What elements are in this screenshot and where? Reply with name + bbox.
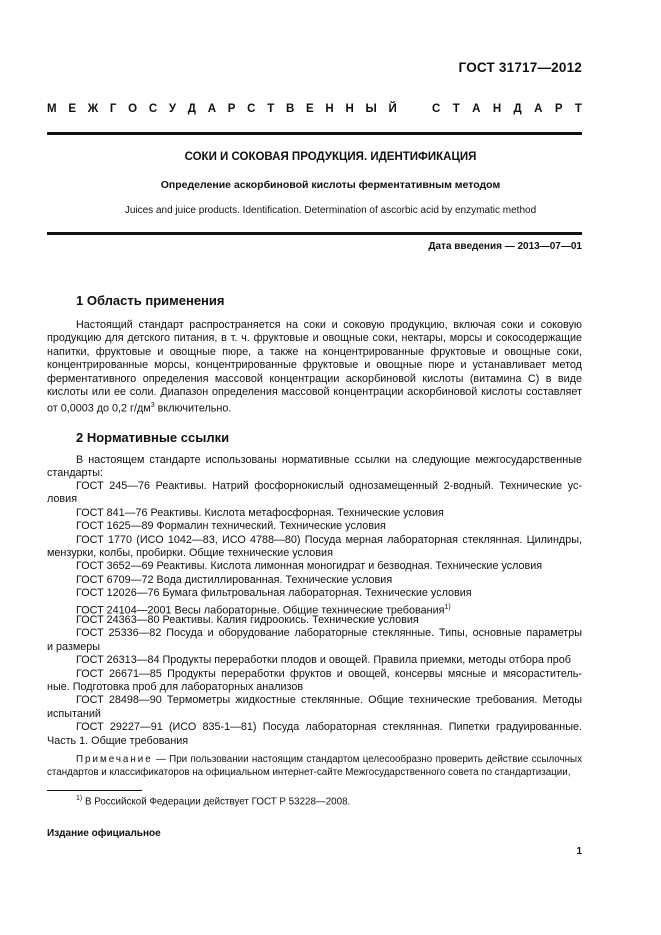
document-title: СОКИ И СОКОВАЯ ПРОДУКЦИЯ. ИДЕНТИФИКАЦИЯ: [184, 151, 477, 163]
heading-letter: Ж: [87, 103, 99, 115]
reference-continuation: испытаний: [47, 707, 101, 720]
section-2-intro: В настоящем стандарте использованы нормативные ссылки на следующие межгосударственные стандарты:: [47, 454, 582, 480]
heading-letter: Н: [492, 103, 502, 115]
note-label: Примечание: [76, 754, 153, 765]
footnote-reference: 1): [444, 603, 451, 611]
reference-item: [76, 587, 582, 600]
reference-text: ГОСТ 12026—76 Бумага фильтровальная лабораторная. Технические условия: [76, 587, 472, 600]
reference-item: [76, 534, 582, 547]
heading-letter: Г: [109, 103, 117, 115]
reference-item: [76, 614, 582, 627]
footnote-mark: 1): [76, 795, 83, 802]
heading-letter: Р: [554, 103, 563, 115]
reference-text: ГОСТ 26671—85 Продукты переработки фруктов и овощей, консервы мясные и мясораститель-: [76, 667, 582, 680]
reference-text: ГОСТ 29227—91 (ИСО 835-1—81) Посуда лабораторная стеклянная. Пипетки градуированные.: [76, 721, 582, 734]
reference-text: ГОСТ 6709—72 Вода дистиллированная. Технические условия: [76, 573, 393, 586]
heading-letter: Р: [227, 103, 236, 115]
reference-text: ГОСТ 28498—90 Термометры жидкостные стеклянные. Общие технические требования. Методы: [76, 694, 582, 707]
introduction-date: Дата введения — 2013—07—01: [428, 241, 582, 252]
document-title-english: Juices and juice products. Identification. Determination of ascorbic acid by enzymatic method: [124, 205, 537, 216]
reference-text: ГОСТ 24363—80 Реактивы. Калия гидроокись. Технические условия: [76, 614, 419, 626]
reference-continuation: мензурки, колбы, пробирки. Общие технические условия: [47, 547, 333, 559]
reference-text: ГОСТ 1625—89 Формалин технический. Технические условия: [76, 520, 386, 533]
heading-letter: С: [432, 103, 441, 115]
official-edition-label: Издание официальное: [47, 828, 161, 839]
reference-continuation: Часть 1. Общие требования: [47, 734, 189, 747]
heading-letter: Н: [325, 103, 334, 115]
top-rule: [47, 132, 582, 135]
reference-text: ГОСТ 3652—69 Реактивы. Кислота лимонная моногидрат и безводная. Технические условия: [76, 560, 543, 573]
section-2-heading: 2 Нормативные ссылки: [76, 430, 230, 445]
interstate-standard-heading: [47, 103, 582, 115]
reference-text: ГОСТ 1770 (ИСО 1042—83, ИСО 4788—80) Посуда мерная лабораторная стеклянная. Цилиндры,: [76, 533, 582, 546]
superscript: 3: [150, 402, 155, 410]
reference-continuation: и размеры: [47, 640, 101, 653]
note-text: — При пользовании настоящим стандартом целесообразно проверить действие ссылочных стандартов и классификаторов на официальном интернет-сайте Межгосударственного совета по стандартизации,: [47, 754, 582, 778]
section-1-text: Настоящий стандарт распространяется на соки и соковую продукцию, включая соки и соковую продукцию для детского питания, в т. ч. фруктовые и овощные соки, нектары, морсы и сокосодержащие напитки, фруктовые и овощные пюре, а также на концентрированные фруктовые и овощные соки, концентрированные морсы, концентрированные фруктовые и овощные пюре и устанавливает метод ферментативного определения массовой концентрации аскорбиновой кислоты (витамина С) в виде кислоты или ее соли. Диапазон определения массовой концентрации аскорбиновой кислоты составляет от 0,0003 до 0,2 г/дм: [47, 319, 582, 416]
title-rule: [47, 232, 582, 235]
reference-item: [76, 694, 582, 707]
interstate-word: [47, 103, 397, 115]
section-1-text-end: включительно.: [154, 403, 232, 416]
heading-letter: Д: [513, 103, 522, 115]
heading-letter: М: [47, 103, 57, 115]
heading-letter: С: [148, 103, 158, 115]
reference-item: [76, 627, 582, 640]
reference-item: [76, 721, 582, 734]
heading-letter: С: [247, 103, 256, 115]
reference-text: ГОСТ 26313—84 Продукты переработки плодов и овощей. Правила приемки, методы отбора проб: [76, 654, 571, 667]
heading-letter: Н: [345, 103, 354, 115]
heading-letter: А: [472, 103, 481, 115]
section-1-heading: 1 Область применения: [76, 293, 225, 308]
reference-item: [76, 668, 582, 681]
reference-continuation: ловия: [47, 493, 78, 506]
heading-letter: Е: [306, 103, 314, 115]
note: [47, 753, 582, 779]
heading-letter: Е: [68, 103, 76, 115]
heading-letter: А: [534, 103, 543, 115]
reference-item: [76, 520, 582, 533]
reference-item: [76, 654, 582, 667]
heading-letter: Ы: [365, 103, 377, 115]
reference-text: ГОСТ 24104—2001 Весы лабораторные. Общие технические требования: [76, 604, 445, 617]
heading-letter: О: [128, 103, 138, 115]
reference-item: [76, 507, 582, 520]
document-subtitle: Определение аскорбиновой кислоты ферментативным методом: [160, 179, 501, 191]
heading-letter: Й: [388, 103, 397, 115]
footnote-rule: [47, 790, 142, 791]
section-1-paragraph: [47, 319, 582, 416]
reference-text: ГОСТ 841—76 Реактивы. Кислота метафосфорная. Технические условия: [76, 506, 444, 519]
standard-word: [432, 103, 582, 115]
page-number: 1: [576, 846, 582, 857]
reference-item: [76, 574, 582, 587]
reference-item: [76, 560, 582, 573]
reference-text: ГОСТ 25336—82 Посуда и оборудование лабораторные стеклянные. Типы, основные параметры: [76, 627, 582, 640]
footnote-text: В Российской Федерации действует ГОСТ Р 53228—2008.: [82, 796, 351, 808]
reference-continuation: ные. Подготовка проб для лабораторных анализов: [47, 681, 304, 693]
reference-text: ГОСТ 245—76 Реактивы. Натрий фосфорнокислый однозамещенный 2-водный. Технические ус-: [76, 480, 582, 492]
heading-letter: Т: [267, 103, 275, 115]
footnote: [76, 795, 350, 807]
heading-letter: Т: [574, 103, 582, 115]
heading-letter: Д: [187, 103, 196, 115]
standard-code: ГОСТ 31717—2012: [458, 60, 582, 75]
heading-letter: В: [285, 103, 295, 115]
heading-letter: А: [207, 103, 217, 115]
heading-letter: У: [168, 103, 177, 115]
heading-letter: Т: [452, 103, 460, 115]
reference-item: [76, 480, 582, 493]
